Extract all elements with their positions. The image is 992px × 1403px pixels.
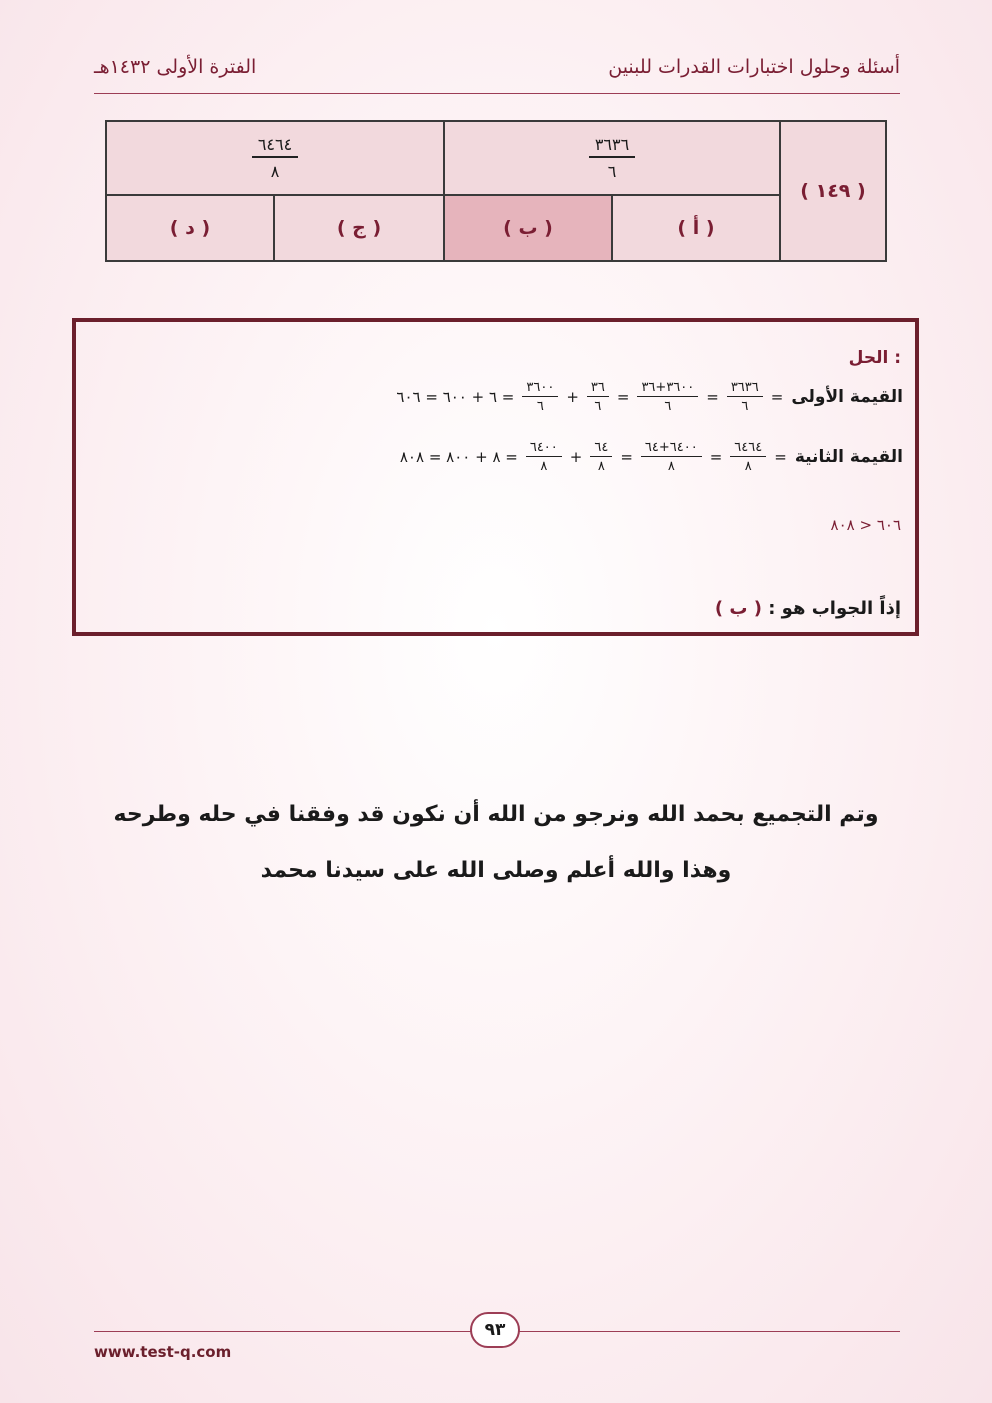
header-divider <box>94 93 900 94</box>
comparison: ٦٠٦ < ٨٠٨ <box>830 516 901 534</box>
option-b-label: ( ب ) <box>503 217 553 239</box>
fraction: $\frac{٦٤}{٨}$ <box>590 440 612 474</box>
value-b-fraction: $\frac{٦٤٦٤}{٨}$ <box>252 135 298 181</box>
header-title: أسئلة وحلول اختبارات القدرات للبنين <box>608 56 900 78</box>
option-d-cell[interactable] <box>105 194 275 262</box>
header-period: الفترة الأولى ١٤٣٢هـ <box>94 56 257 78</box>
solution-title: الحل : <box>848 348 901 368</box>
fraction: $\frac{٦٤٠٠}{٨}$ <box>526 440 562 474</box>
question-number-cell <box>779 120 887 262</box>
option-d-label: ( د ) <box>169 217 211 239</box>
option-b-cell-selected[interactable] <box>443 194 613 262</box>
fraction: $\frac{٣٦٣٦}{٦}$ <box>727 380 763 414</box>
page-number: ٩٣ <box>470 1312 520 1348</box>
final-answer: إذاً الجواب هو : ( ب ) <box>714 598 901 619</box>
closing-line-2: وهذا والله أعلم وصلى الله على سيدنا محمد <box>260 858 732 883</box>
footer-url[interactable]: www.test-q.com <box>94 1343 232 1361</box>
value-a-cell <box>443 120 781 196</box>
solution-line-1: القيمة الأولى = $\frac{٣٦٣٦}{٦}$ = $\frac{٣٦٠٠+٣٦}{٦}$ = $\frac{٣٦}{٦}$ + $\frac{٣٦٠٠}{٦}$ = ٦ + ٦٠٠ = ٦٠٦ <box>396 380 903 414</box>
solution-line-2: القيمة الثانية = $\frac{٦٤٦٤}{٨}$ = $\frac{٦٤٠٠+٦٤}{٨}$ = $\frac{٦٤}{٨}$ + $\frac{٦٤٠٠}{٨}$ = ٨ + ٨٠٠ = ٨٠٨ <box>399 440 903 474</box>
solution-box <box>72 318 919 636</box>
value-b-cell <box>105 120 445 196</box>
question-number: ( ١٤٩ ) <box>800 180 866 202</box>
option-a-cell[interactable] <box>611 194 781 262</box>
fraction: $\frac{٣٦٠٠}{٦}$ <box>522 380 558 414</box>
option-a-label: ( أ ) <box>677 217 715 239</box>
option-c-label: ( ج ) <box>336 217 382 239</box>
question-table <box>105 120 887 262</box>
value-a-fraction: $\frac{٣٦٣٦}{٦}$ <box>589 135 635 181</box>
option-c-cell[interactable] <box>273 194 445 262</box>
fraction: $\frac{٦٤٦٤}{٨}$ <box>730 440 766 474</box>
fraction: $\frac{٣٦٠٠+٣٦}{٦}$ <box>637 380 698 414</box>
fraction: $\frac{٦٤٠٠+٦٤}{٨}$ <box>641 440 702 474</box>
fraction: $\frac{٣٦}{٦}$ <box>587 380 609 414</box>
closing-line-1: وتم التجميع بحمد الله ونرجو من الله أن نكون قد وفقنا في حله وطرحه <box>113 802 879 827</box>
